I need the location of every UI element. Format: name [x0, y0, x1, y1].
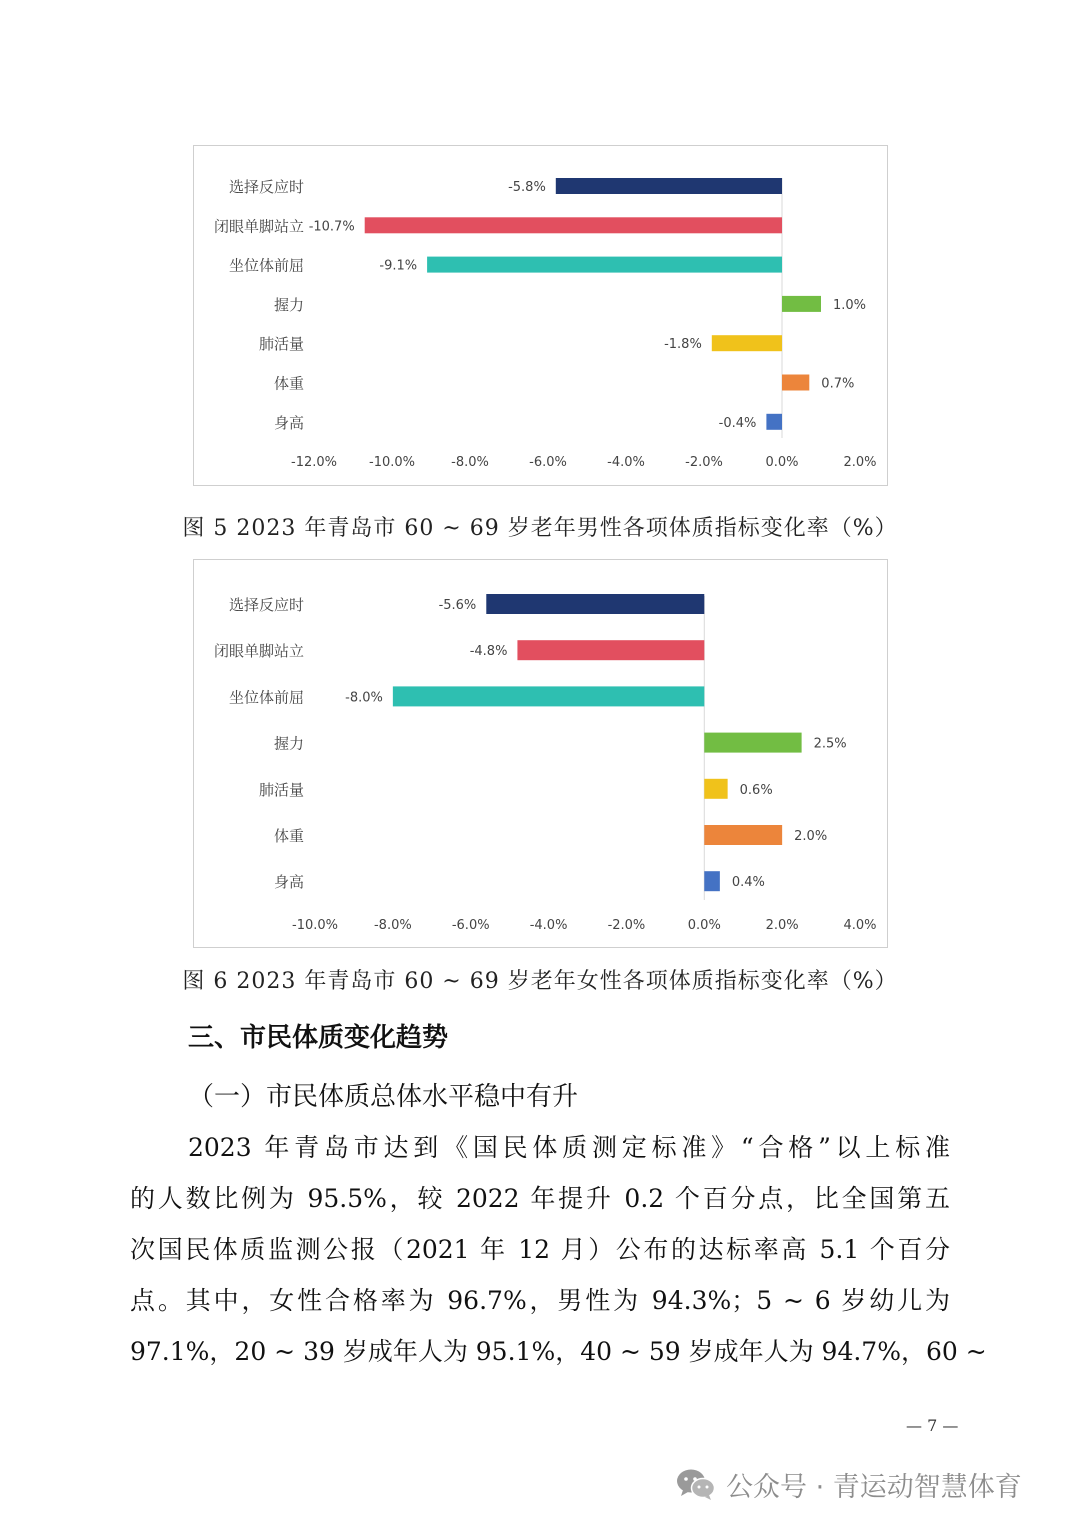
data-label: -5.8% — [508, 180, 546, 195]
bar — [556, 178, 782, 194]
x-tick-label: -2.0% — [685, 455, 723, 470]
paragraph-line: 点。其中，女性合格率为 96.7%，男性为 94.3%；5 ~ 6 岁幼儿为 — [130, 1286, 950, 1315]
bar — [782, 296, 821, 312]
bar — [486, 594, 704, 614]
category-label: 身高 — [273, 873, 304, 892]
paragraph-line: 97.1%，20 ~ 39 岁成年人为 95.1%，40 ~ 59 岁成年人为 94.7%，60 ~ — [130, 1337, 987, 1366]
data-label: -8.0% — [345, 690, 383, 706]
category-label: 体重 — [273, 374, 304, 393]
category-label: 闭眼单脚站立 — [213, 642, 304, 661]
bar — [782, 375, 809, 391]
bar — [365, 217, 782, 233]
section-heading: 三、市民体质变化趋势 — [188, 1023, 449, 1053]
subsection-heading: （一）市民体质总体水平稳中有升 — [188, 1082, 579, 1112]
paragraph-line: 2023 年青岛市达到《国民体质测定标准》“合格”以上标准 — [188, 1133, 950, 1162]
category-label: 选择反应时 — [228, 178, 304, 196]
x-tick-label: -8.0% — [373, 918, 412, 933]
category-label: 体重 — [273, 827, 304, 845]
x-tick-label: -6.0% — [529, 455, 567, 470]
category-label: 握力 — [273, 295, 304, 314]
data-label: -4.8% — [469, 644, 508, 660]
x-tick-label: 2.0% — [843, 455, 877, 470]
category-label: 闭眼单脚站立 — [213, 217, 304, 236]
bar — [704, 733, 801, 753]
x-tick-label: -4.0% — [607, 455, 645, 470]
figure-6-chart — [193, 559, 888, 948]
data-label: 0.6% — [739, 782, 773, 798]
data-label: -5.6% — [438, 598, 477, 613]
x-tick-label: -4.0% — [529, 918, 568, 933]
data-label: 1.0% — [833, 297, 867, 313]
category-label: 握力 — [273, 734, 304, 753]
x-tick-label: -2.0% — [607, 918, 646, 933]
data-label: 2.0% — [794, 829, 828, 844]
bar — [704, 825, 782, 845]
x-tick-label: -10.0% — [369, 455, 415, 470]
bar — [712, 335, 782, 351]
paragraph-line: 次国民体质监测公报（2021 年 12 月）公布的达标率高 5.1 个百分 — [130, 1235, 950, 1264]
data-label: 0.7% — [821, 376, 855, 392]
bar — [704, 871, 720, 891]
paragraph-line: 的人数比例为 95.5%，较 2022 年提升 0.2 个百分点，比全国第五 — [130, 1184, 950, 1213]
data-label: 0.4% — [731, 875, 765, 891]
watermark-text: 公众号 · 青运动智慧体育 — [726, 1471, 1022, 1503]
x-tick-label: -12.0% — [291, 455, 337, 470]
bar — [427, 257, 782, 273]
x-tick-label: 0.0% — [765, 455, 799, 470]
x-tick-label: 4.0% — [843, 918, 877, 933]
figure-6-caption: 图 6 2023 年青岛市 60 ~ 69 岁老年女性各项体质指标变化率（%） — [182, 969, 898, 994]
figure-5-chart — [193, 145, 888, 486]
category-label: 肺活量 — [258, 335, 304, 354]
data-label: -0.4% — [718, 415, 757, 431]
data-label: -1.8% — [664, 337, 702, 353]
page-number: — 7 — — [906, 1416, 959, 1435]
x-tick-label: 2.0% — [765, 918, 799, 933]
category-label: 坐位体前屈 — [228, 256, 304, 275]
category-label: 选择反应时 — [228, 596, 304, 614]
bar — [704, 779, 727, 799]
bar — [393, 686, 704, 706]
data-label: -10.7% — [308, 219, 355, 235]
x-tick-label: -10.0% — [292, 918, 338, 933]
x-tick-label: -8.0% — [451, 455, 489, 470]
watermark — [676, 1462, 1022, 1506]
category-label: 坐位体前屈 — [228, 688, 304, 707]
figure-6-svg — [194, 560, 887, 947]
wechat-icon — [676, 1467, 716, 1501]
category-label: 身高 — [273, 413, 304, 432]
x-tick-label: 0.0% — [687, 918, 721, 933]
bar — [766, 414, 782, 430]
figure-5-caption: 图 5 2023 年青岛市 60 ~ 69 岁老年男性各项体质指标变化率（%） — [182, 516, 898, 541]
category-label: 肺活量 — [258, 780, 304, 799]
x-tick-label: -6.0% — [451, 918, 490, 933]
bar — [517, 640, 704, 660]
data-label: 2.5% — [813, 736, 847, 752]
figure-5-svg — [194, 146, 887, 485]
data-label: -9.1% — [379, 258, 418, 274]
